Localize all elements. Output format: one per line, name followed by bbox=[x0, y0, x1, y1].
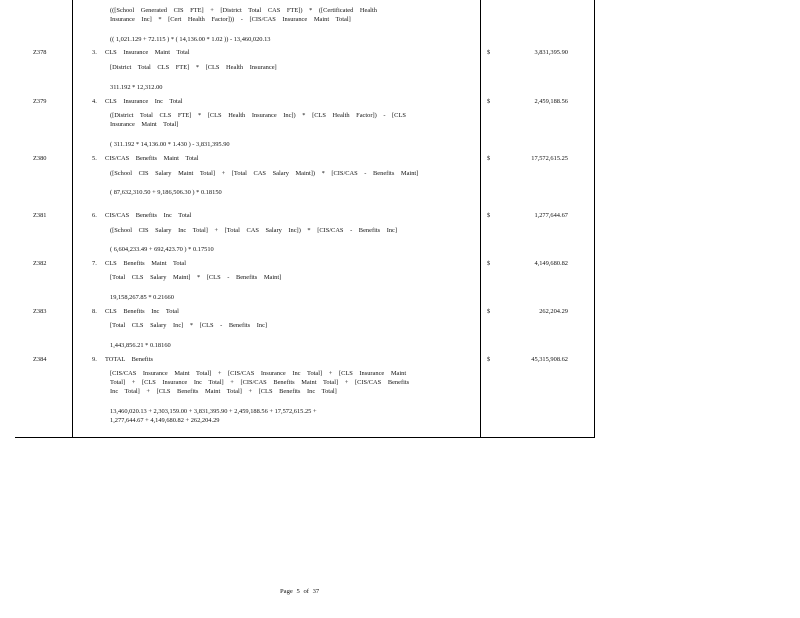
of-label: of bbox=[303, 588, 309, 595]
row-title: CIS/CAS Benefits Maint Total bbox=[105, 155, 199, 162]
dollar-sign: $ bbox=[487, 155, 491, 162]
formula-line: (([School Generated CIS FTE] + [District Total CAS FTE]) * ([Certificated Health bbox=[110, 7, 377, 14]
column-divider-mid bbox=[480, 0, 481, 437]
dollar-sign: $ bbox=[487, 356, 491, 363]
row-title: CLS Insurance Inc Total bbox=[105, 98, 183, 105]
page-label: Page bbox=[280, 588, 293, 595]
calc-line: 19,158,267.85 * 0.21660 bbox=[110, 294, 174, 301]
calc-line: 311.192 * 12,312.00 bbox=[110, 84, 163, 91]
dollar-sign: $ bbox=[487, 260, 491, 267]
row-number: 6. bbox=[92, 212, 97, 219]
formula-line: Insurance Inc] * [Cert Health Factor])) - [CIS/CAS Insurance Maint Total] bbox=[110, 16, 351, 23]
row-amount: 1,277,644.67 bbox=[534, 212, 568, 219]
total-pages: 37 bbox=[312, 588, 320, 595]
calc-line: ( 311.192 * 14,136.00 * 1.430 ) - 3,831,395.90 bbox=[110, 141, 230, 148]
row-code: Z381 bbox=[33, 212, 47, 219]
formula-line: ([District Total CLS FTE] * [CLS Health Insurance Inc]) * [CLS Health Factor]) - [CLS bbox=[110, 112, 406, 119]
formula-line: [CIS/CAS Insurance Maint Total] + [CIS/CAS Insurance Inc Total] + [CLS Insurance Maint bbox=[110, 370, 407, 377]
row-code: Z379 bbox=[33, 98, 47, 105]
row-amount: 45,315,908.62 bbox=[531, 356, 568, 363]
calc-line: ( 6,604,233.49 + 692,423.70 ) * 0.17510 bbox=[110, 246, 214, 253]
formula-line: [District Total CLS FTE] * [CLS Health Insurance] bbox=[110, 64, 277, 71]
formula-line: [Total CLS Salary Maint] * [CLS - Benefits Maint] bbox=[110, 274, 282, 281]
dollar-sign: $ bbox=[487, 212, 491, 219]
row-code: Z378 bbox=[33, 49, 47, 56]
row-number: 4. bbox=[92, 98, 97, 105]
formula-line: Total] + [CLS Insurance Inc Total] + [CIS/CAS Benefits Maint Total] + [CIS/CAS Benefits bbox=[110, 379, 410, 386]
row-amount: 3,831,395.90 bbox=[534, 49, 568, 56]
row-code: Z384 bbox=[33, 356, 47, 363]
row-amount: 262,204.29 bbox=[539, 308, 568, 315]
formula-line: ([School CIS Salary Maint Total] + [Total CAS Salary Maint]) * [CIS/CAS - Benefits Maint] bbox=[110, 170, 419, 177]
column-divider-left bbox=[72, 0, 73, 437]
row-number: 7. bbox=[92, 260, 97, 267]
calc-line: 13,460,020.13 + 2,303,159.00 + 3,831,395.90 + 2,459,188.56 + 17,572,615.25 + bbox=[110, 408, 317, 415]
row-code: Z383 bbox=[33, 308, 47, 315]
row-number: 3. bbox=[92, 49, 97, 56]
page-footer bbox=[280, 588, 319, 595]
row-title: TOTAL Benefits bbox=[105, 356, 153, 363]
row-title: CLS Insurance Maint Total bbox=[105, 49, 190, 56]
row-number: 8. bbox=[92, 308, 97, 315]
calc-line: 1,443,856.21 * 0.18160 bbox=[110, 342, 171, 349]
page-number: 5 bbox=[296, 588, 300, 595]
row-number: 5. bbox=[92, 155, 97, 162]
row-code: Z380 bbox=[33, 155, 47, 162]
row-code: Z382 bbox=[33, 260, 47, 267]
row-number: 9. bbox=[92, 356, 97, 363]
dollar-sign: $ bbox=[487, 49, 491, 56]
formula-line: Inc Total] + [CLS Benefits Maint Total] + [CLS Benefits Inc Total] bbox=[110, 388, 337, 395]
calc-line: ( 87,632,310.50 + 9,186,506.30 ) * 0.18150 bbox=[110, 189, 222, 196]
table-bottom-rule bbox=[15, 437, 595, 438]
dollar-sign: $ bbox=[487, 308, 491, 315]
row-title: CIS/CAS Benefits Inc Total bbox=[105, 212, 192, 219]
calc-line: (( 1,021.129 + 72.115 ) * ( 14,136.00 * 1.02 )) - 13,460,020.13 bbox=[110, 36, 271, 43]
dollar-sign: $ bbox=[487, 98, 491, 105]
column-divider-right bbox=[594, 0, 595, 437]
row-title: CLS Benefits Maint Total bbox=[105, 260, 186, 267]
row-title: CLS Benefits Inc Total bbox=[105, 308, 179, 315]
formula-line: [Total CLS Salary Inc] * [CLS - Benefits Inc] bbox=[110, 322, 268, 329]
row-amount: 17,572,615.25 bbox=[531, 155, 568, 162]
formula-line: Insurance Maint Total] bbox=[110, 121, 179, 128]
row-amount: 4,149,680.82 bbox=[534, 260, 568, 267]
calc-line: 1,277,644.67 + 4,149,680.82 + 262,204.29 bbox=[110, 417, 220, 424]
row-amount: 2,459,188.56 bbox=[534, 98, 568, 105]
formula-line: ([School CIS Salary Inc Total] + [Total CAS Salary Inc]) * [CIS/CAS - Benefits Inc] bbox=[110, 227, 397, 234]
